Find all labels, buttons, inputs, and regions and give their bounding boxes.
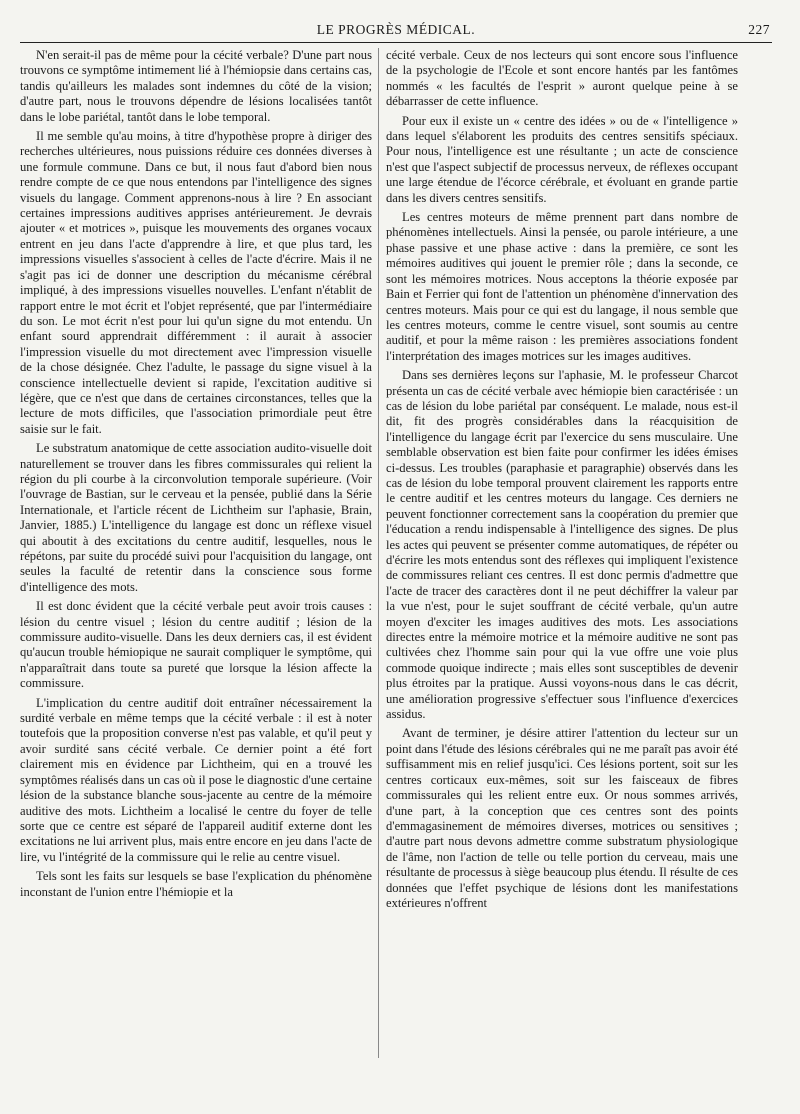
- paragraph: Les centres moteurs de même prennent part dans nombre de phénomènes intellectuels. Ainsi la pensée, ou parole intérieure, a une phase passive et une phase active : dans la première, ce sont les mémoires auditives qui jouent le premier rôle ; dans la seconde, ce sont les mémoires motrices. Nous acceptons la théorie exposée par Bain et Ferrier qui font de l'attention un phénomène d'innervation des centres moteurs. Mais pour ce qui est du langage, il nous semble que les centres moteurs, comme le centre visuel, sont soumis au centre auditif, et pour la même raison : les premières associations fondent l'interprétation des images motrices sur les images auditives.: [386, 210, 738, 363]
- running-header: [20, 20, 772, 43]
- paragraph: Pour eux il existe un « centre des idées » ou de « l'intelligence » dans lequel s'élaborent les produits des centres sensitifs spéciaux. Pour nous, l'intelligence est une résultante ; un acte de conscience n'est que l'aspect subjectif de processus nerveux, de réflexes occupant une large étendue de l'écorce cérébrale, et évoluant en grande partie dans les divers centres sensitifs.: [386, 113, 738, 205]
- paragraph: Avant de terminer, je désire attirer l'attention du lecteur sur un point dans l'étude des lésions cérébrales qui ne me paraît pas avoir été suffisamment mis en relief jusqu'ici. Ces lésions portent, soit sur les centres corticaux eux-mêmes, soit sur les faisceaux de fibres commissurales qui les relient entre eux. Or nous sommes arrivés, d'une part, à la conception que ces centres sont des points d'emmagasinement de mémoires diverses, motrices ou sensitives ; d'autre part nous devons admettre comme substratum physiologique de l'âme, non l'action de telle ou telle portion du cerveau, mais une résultante de processus à siège beaucoup plus étendu. Il résulte de ces données que l'effet psychique de lésions dont les manifestations extérieures n'offrent: [386, 726, 738, 910]
- journal-title: LE PROGRÈS MÉDICAL.: [316, 22, 476, 37]
- right-column: [386, 48, 738, 1100]
- paragraph: L'implication du centre auditif doit entraîner nécessairement la surdité verbale en même temps que la cécité verbale : il est à noter toutefois que la proposition converse n'est pas valable, et qu'il peut y avoir surdité sans cécité verbale. Ce dernier point a été fort clairement mis en évidence par Lichtheim, qui en a trouvé les symptômes réalisés dans un cas où il pose le diagnostic d'une certaine lésion de la substance blanche sous-jacente au centre de la mémoire auditive des mots. Lichtheim a localisé le centre du foyer de telle sorte que ce centre est séparé de l'appareil auditif externe dont les excitations ne lui arrivent plus, mais entre encore en jeu dans l'acte de lire, vu l'intégrité de la commissure qui le relie au centre visuel.: [20, 695, 372, 864]
- paragraph: N'en serait-il pas de même pour la cécité verbale? D'une part nous trouvons ce symptôme intimement lié à l'hémiopsie dans certains cas, tandis qu'ailleurs les malades sont indemnes du côté de la vision; d'autre part, nous le trouvons dépendre de lésions localisées tantôt dans le lobe pariétal, tantôt dans le lobe temporal.: [20, 48, 372, 124]
- page-number: 227: [748, 22, 770, 37]
- paragraph: Tels sont les faits sur lesquels se base l'explication du phénomène inconstant de l'union entre l'hémiopie et la: [20, 869, 372, 899]
- paragraph: Dans ses dernières leçons sur l'aphasie, M. le professeur Charcot présenta un cas de cécité verbale avec hémiopie bien caractérisée : un cas de lésion du lobe pariétal par conséquent. Le malade, nous est-il dit, fit des progrès considérables dans la réacquisition de l'intelligence du langage écrit par l'exercice du sens musculaire. Une semblable observation est bien faite pour confirmer les idées émises ci-dessus. Les troubles (paraphasie et paragraphie) observés dans les cas de lésion du lobe temporal prouvent clairement les rapports entre le centre auditif et les centres moteurs du langage. Ces derniers ne peuvent fonctionner correctement sans la coopération du premier que l'éducation a rendu indispensable à l'intelligence des signes. De plus les actes qui peuvent se présenter comme automatiques, de répéter ou d'écrire les mots entendus sont des réflexes qui impliquent l'existence de commissures reliant ces centres. Il est donc permis d'admettre que l'acte de tracer des caractères dont il ne peut déchiffrer la valeur par la vue n'est, pour le sujet souffrant de cécité verbale, qu'un autre moyen d'exciter les images auditives des mots. Les associations directes entre la mémoire motrice et la mémoire auditive ne sont pas cultivées chez l'homme sain pour qui la vue offre une voie plus commode quoique indirecte ; mais elles sont susceptibles de devenir plus étroites par la pratique. Aussi voyons-nous dans le cas décrit, une amélioration progressive s'effectuer sous l'influence d'exercices assidus.: [386, 368, 738, 722]
- paragraph: Il me semble qu'au moins, à titre d'hypothèse propre à diriger des recherches ultérieures, nous puissions réduire ces données diverses à une formule commune. Dans ce but, il nous faut d'abord bien nous rendre compte de ce que nous entendons par l'intelligence des signes visuels du langage. Comment apprenons-nous à lire ? En associant certaines impressions auditives apprises antérieurement. Je devrais ajouter « et motrices », puisque les mouvements des organes vocaux entrent en jeu dans l'acte d'apprendre à lire, et que plus tard, les impressions visuelles s'associent à celles de l'acte d'écrire. Mais il ne s'agit pas ici de donner une description du mécanisme cérébral impliqué, à des impressions visuelles nouvelles. L'enfant n'établit de rapport entre le mot écrit et l'objet représenté, que par l'intermédiaire du son. Le mot écrit n'est pour lui qu'un signe du mot entendu. Un enfant sourd apprendrait différemment : il aurait à associer l'impression visuelle du mot directement avec l'impression visuelle de la chose désignée. Chez l'adulte, le passage du signe visuel à la conscience intellectuelle devient si rapide, l'excitation auditive si légère, que ce n'est que dans de certaines circonstances, telles que la lecture de mots difficiles, que l'association primordiale peut être saisie sur le fait.: [20, 129, 372, 436]
- column-divider: [378, 48, 379, 1058]
- paragraph: Il est donc évident que la cécité verbale peut avoir trois causes : lésion du centre visuel ; lésion du centre auditif ; lésion de la commissure audito-visuelle. Dans les deux derniers cas, il est évident qu'aucun trouble hémiopique ne saurait compliquer le symptôme, qui n'apparaîtrait dans toute sa pureté que lorsque la lésion affecte la commissure.: [20, 599, 372, 691]
- paragraph: Le substratum anatomique de cette association audito-visuelle doit naturellement se trouver dans les fibres commissurales qui relient la région du pli courbe à la circonvolution temporale supérieure. (Voir l'ouvrage de Bastian, sur le cerveau et la pensée, publié dans la Série Internationale, et l'article récent de Lichtheim sur l'aphasie, Brain, Janvier, 1885.) L'intelligence du langage est donc un réflexe visuel qui aboutit à des excitations du centre auditif, lesquelles, nous le répétons, par suite du procédé suivi pour l'acquisition du langage, ont seules la faculté de retentir dans la conscience sous forme d'intelligence des mots.: [20, 441, 372, 594]
- paragraph: cécité verbale. Ceux de nos lecteurs qui sont encore sous l'influence de la psychologie de l'Ecole et sont encore hantés par les fantômes nommés « les facultés de l'esprit » auront quelque peine à se débarrasser de cette influence.: [386, 48, 738, 109]
- left-column: [20, 48, 372, 1100]
